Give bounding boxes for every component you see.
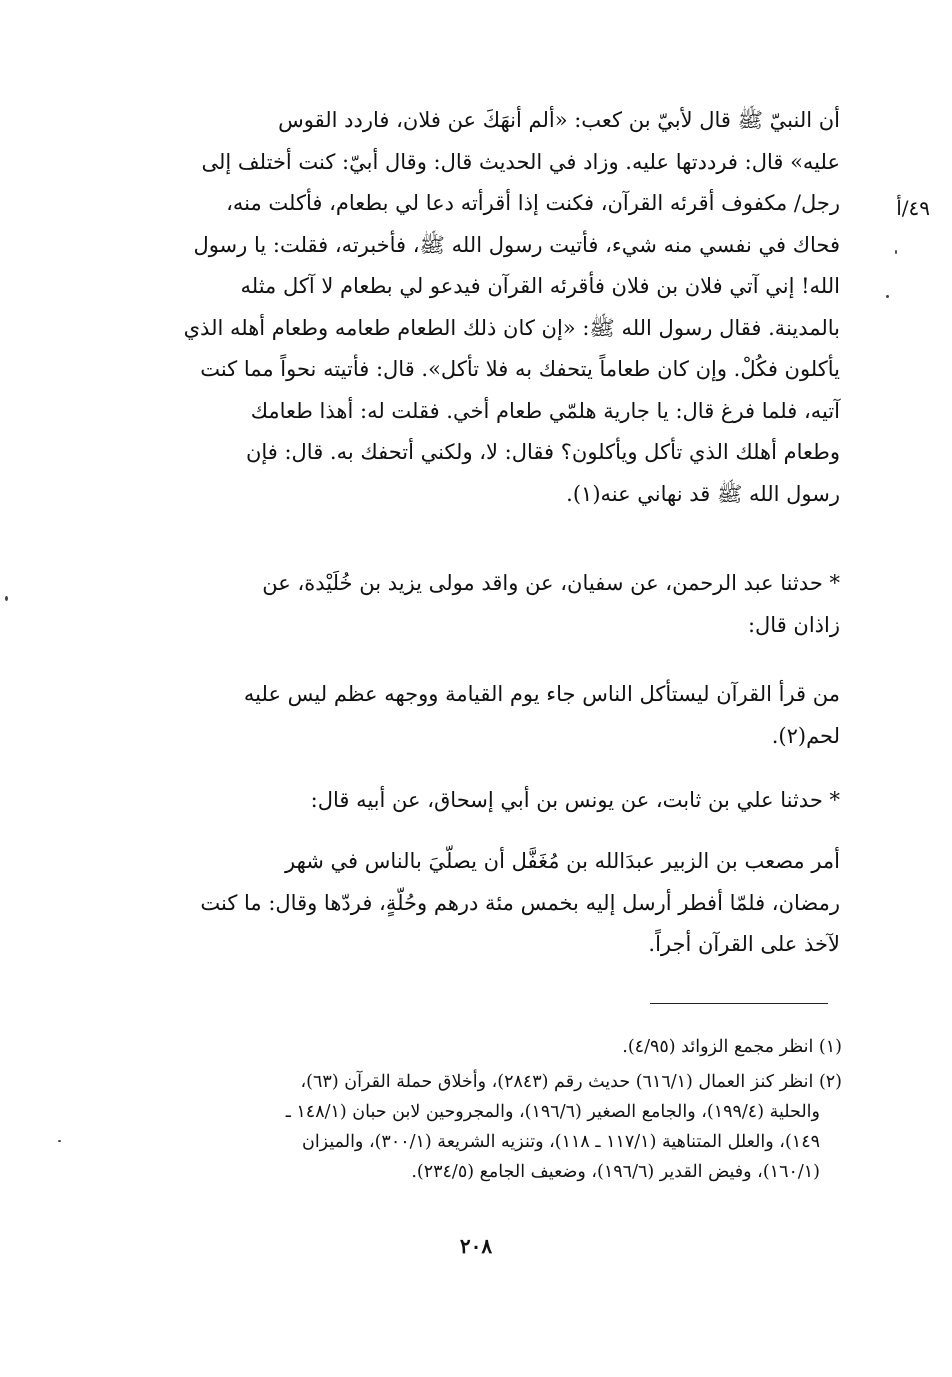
text-line: رجل/ مكفوف أقرئه القرآن، فكنت إذا أقرأته دعا لي بطعام، فأكلت منه، bbox=[226, 191, 840, 215]
footnote-line: والحلية (١٩٩/٤)، والجامع الصغير (١٩٦/٦)، والمجروحين لابن حبان (١٤٨/١ ـ bbox=[285, 1102, 820, 1122]
footnote-1 bbox=[110, 1032, 842, 1062]
text-line: فحاك في نفسي منه شيء، فأتيت رسول الله ﷺ، فأخبرته، فقلت: يا رسول bbox=[193, 232, 840, 257]
text-line: الله! إني آتي فلان بن فلان فأقرئه القرآن فيدعو لي بطعام لا آكل مثله bbox=[240, 274, 840, 298]
scan-speck bbox=[5, 596, 8, 601]
footnote-line: (١) انظر مجمع الزوائد (٤/٩٥). bbox=[622, 1037, 842, 1057]
text-line: بالمدينة. فقال رسول الله ﷺ: «إن كان ذلك الطعام طعامه وطعام أهله الذي bbox=[183, 315, 840, 340]
text-line: رسول الله ﷺ قد نهاني عنه(١). bbox=[566, 481, 840, 506]
text-line: * حدثنا عبد الرحمن، عن سفيان، عن واقد مولى يزيد بن خُلَيْدة، عن bbox=[262, 571, 840, 595]
scan-speck bbox=[895, 250, 897, 254]
text-line: يأكلون فكُلْ. وإن كان طعاماً يتحفك به فلا تأكل». قال: فأتيته نحواً مما كنت bbox=[200, 357, 840, 381]
text-line: رمضان، فلمّا أفطر أرسل إليه بخمس مئة درهم وحُلّةٍ، فردّها وقال: ما كنت bbox=[200, 890, 840, 915]
text-line: آتيه، فلما فرغ قال: يا جارية هلمّي طعام أخي. فقلت له: أهذا طعامك bbox=[250, 398, 840, 423]
footnote-line: (١٦٠/١)، وفيض القدير (١٩٦/٦)، وضعيف الجامع (٢٣٤/٥). bbox=[411, 1162, 820, 1182]
footnote-line: ١٤٩)، والعلل المتناهية (١١٧/١ ـ ١١٨)، وتنزيه الشريعة (٣٠٠/١)، والميزان bbox=[301, 1132, 820, 1152]
text-line: أمر مصعب بن الزبير عبدَالله بن مُغَفَّل أن يصلّيَ بالناس في شهر bbox=[285, 849, 840, 873]
paragraph-5 bbox=[120, 841, 840, 966]
page-number: ٢٠٨ bbox=[459, 1234, 493, 1258]
footnote-2 bbox=[110, 1067, 842, 1187]
paragraph-1 bbox=[120, 100, 840, 515]
text-line: * حدثنا علي بن ثابت، عن يونس بن أبي إسحاق، عن أبيه قال: bbox=[310, 788, 840, 812]
manuscript-folio-marker: ٤٩/أ bbox=[896, 196, 930, 220]
paragraph-3 bbox=[120, 674, 840, 757]
scan-speck bbox=[886, 295, 889, 298]
text-line: لحم(٢). bbox=[771, 723, 840, 748]
footnote-line: (٢) انظر كنز العمال (٦١٦/١) حديث رقم (٢٨٤٣)، وأخلاق حملة القرآن (٦٣)، bbox=[300, 1072, 842, 1092]
paragraph-4 bbox=[120, 780, 840, 822]
text-line: من قرأ القرآن ليستأكل الناس جاء يوم القيامة ووجهه عظم ليس عليه bbox=[243, 682, 840, 706]
text-line: عليه» قال: فرددتها عليه. وزاد في الحديث قال: وقال أبيّ: كنت أختلف إلى bbox=[201, 149, 840, 174]
text-line: لآخذ على القرآن أجراً. bbox=[648, 932, 840, 956]
paragraph-2 bbox=[120, 563, 840, 646]
text-line: زاذان قال: bbox=[747, 612, 840, 637]
text-line: وطعام أهلك الذي تأكل ويأكلون؟ فقال: لا، ولكني أتحفك به. قال: فإن bbox=[245, 440, 840, 464]
footnote-separator bbox=[650, 1003, 828, 1004]
scan-speck bbox=[58, 1140, 61, 1142]
text-line: أن النبيّ ﷺ قال لأبيّ بن كعب: «ألم أنهَكَ عن فلان، فاردد القوس bbox=[278, 108, 840, 132]
